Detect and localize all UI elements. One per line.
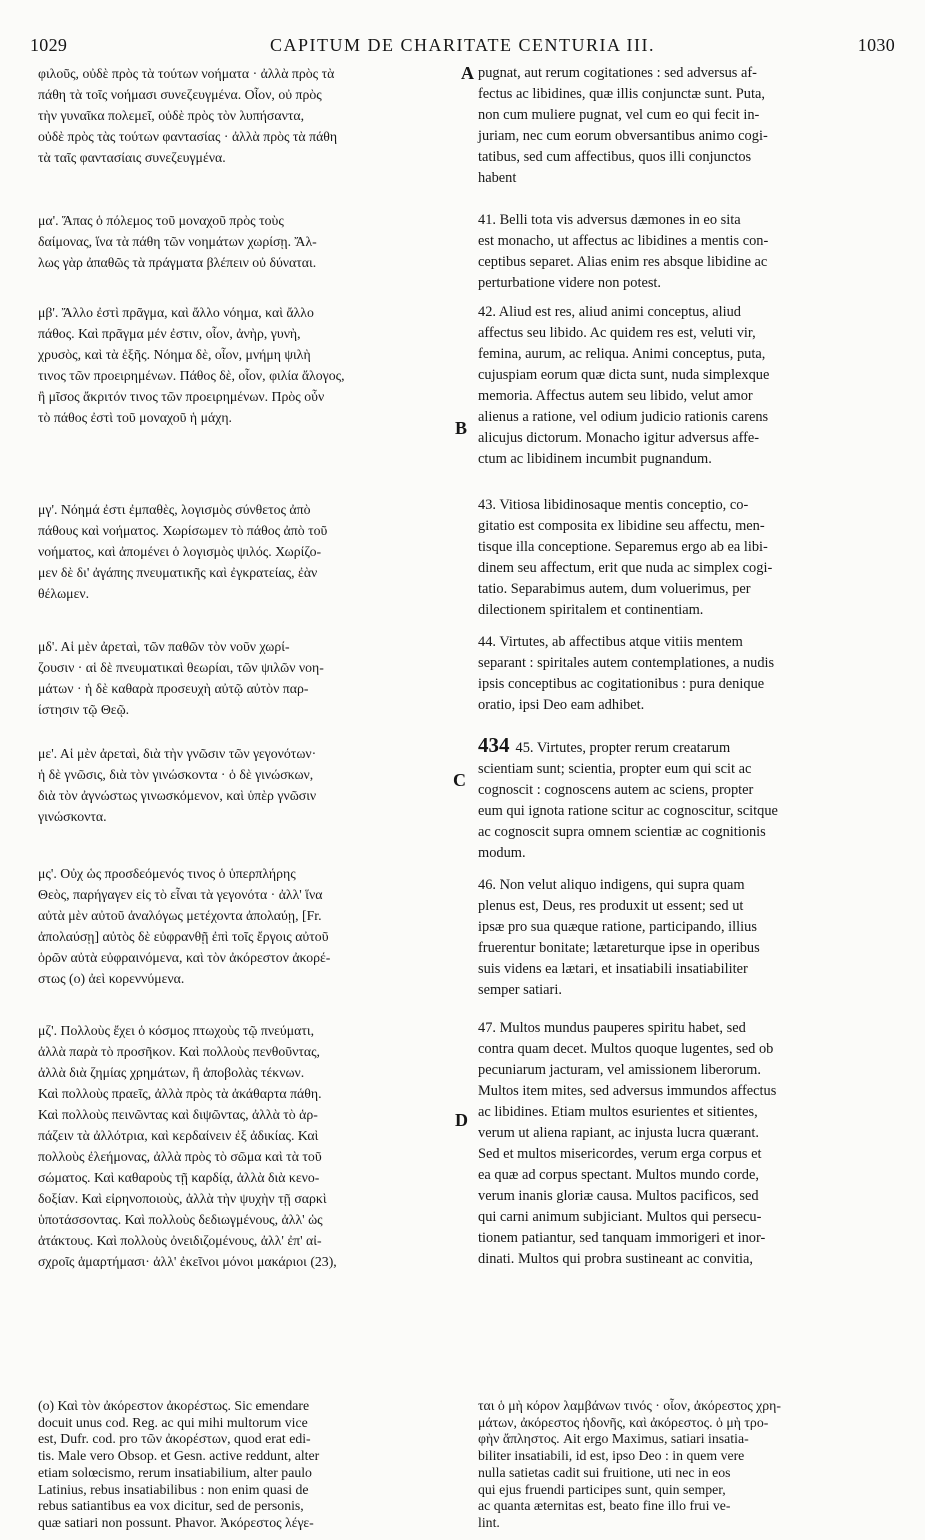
footnote-left: (o) Καὶ τὸν ἀκόρεστον ἀκορέστως. Sic emendare docuit unus cod. Reg. ac qui mihi multorum vice est, Dufr. cod. pro τῶν ἀκορέστων, quod erat edi- tis. Male vero Obsop. et Gesn. active reddunt, alter etiam solœcismo, rerum insatiabilium, alter paulo Latinius, rebus insatiabilibus : non enim quasi de rebus satiantibus ea vox dicitur, sed de personis, quæ satiari non possunt. Phavor. Ἀκόρεστος λέγε- <box>38 1398 320 1530</box>
greek-section-42: μβ'. Ἄλλο ἐστὶ πρᾶγμα, καὶ ἄλλο νόημα, καὶ ἄλλο πάθος. Καὶ πρᾶγμα μέν ἐστιν, οἷον, ἀνὴρ, γυνὴ, χρυσὸς, καὶ τὰ ἑξῆς. Νόημα δὲ, οἷον, μνήμη ψιλὴ τινος τῶν προειρημένων. Πάθος δὲ, οἷον, φιλία ἄλογος, ἢ μῖσος ἄκριτόν τινος τῶν προειρημένων. Πρὸς οὖν τὸ πάθος ἐστὶ τοῦ μοναχοῦ ἡ μάχη. <box>38 305 345 425</box>
footnote-right: ται ὁ μὴ κόρον λαμβάνων τινός · οἷον, ἀκόρεστος χρη- μάτων, ἀκόρεστος ἡδονῆς, καὶ ἀκόρεστος. ὁ μὴ τρο- φὴν ἄπληστος. Ait ergo Maximus, satiari insatia- biliter insatiabili, id est, ipso Deo : in quem vere nulla satietas cadit sui fruitione, uti nec in eos qui ejus fruendi participes sunt, quin semper, ac quanta æternitas est, beato fine illo frui ve- lint. <box>478 1398 781 1530</box>
greek-section-44: μδ'. Αἱ μὲν ἀρεταὶ, τῶν παθῶν τὸν νοῦν χωρί- ζουσιν · αἱ δὲ πνευματικαὶ θεωρίαι, τῶν ψιλῶν νοη- μάτων · ἡ δὲ καθαρὰ προσευχὴ αὐτῷ αὐτὸν παρ- ίστησιν τῷ Θεῷ. <box>38 639 324 717</box>
greek-intro: φιλοῦς, οὐδὲ πρὸς τὰ τούτων νοήματα · ἀλλὰ πρὸς τὰ πάθη τὰ τοῖς νοήμασι συνεζευγμένα. Οἷον, οὐ πρὸς τὴν γυναῖκα πολεμεῖ, οὐδὲ πρὸς τὸν λυπήσαντα, οὐδὲ πρὸς τὰς τούτων φαντασίας · ἀλλὰ πρὸς τὰ πάθη τὰ ταῖς φαντασίαις συνεζευγμένα. <box>38 66 338 165</box>
marginal-number: 434 <box>478 733 510 757</box>
latin-section-47: 47. Multos mundus pauperes spiritu habet, sed contra quam decet. Multos quoque lugentes, sed ob pecuniarum jacturam, vel amissionem liberorum. Multos item mites, sed adversus immundos affectus ac libidines. Etiam multos esurientes et sitientes, verum ut aliena rapiant, ac injusta lucra quærant. Sed et multos misericordes, verum erga corpus et ea quæ ad corpus spectant. Multos mundo corde, verum inanis gloriæ causa. Multos pacificos, sed qui carni animum subjiciant. Multos qui persecu- tionem patiantur, sed tanquam immorigeri et inor- dinati. Multos qui probra sustineant ac convitia, <box>478 1020 777 1267</box>
latin-section-44: 44. Virtutes, ab affectibus atque vitiis mentem separant : spiritales autem contemplationes, a nudis ipsis conceptibus ac cogitationibus : pura denique oratio, ipsi Deo eam adhibet. <box>478 634 775 713</box>
greek-section-41: μα'. Ἅπας ὁ πόλεμος τοῦ μοναχοῦ πρὸς τοὺς δαίμονας, ἵνα τὰ πάθη τῶν νοημάτων χωρίσῃ. Ἄλ- λως γὰρ ἀπαθῶς τὰ πράγματα βλέπειν οὐ δύναται. <box>38 213 317 270</box>
latin-section-42: 42. Aliud est res, aliud animi conceptus, aliud affectus seu libido. Ac quidem res est, veluti vir, femina, aurum, ac reliqua. Animi conceptus, puta, cujuspiam eorum quæ dicta sunt, nuda simplexque memoria. Affectus autem seu libido, velut amor alienus a ratione, vel odium judicio rationis carens alicujus dictorum. Monacho igitur adversus affe- ctum ac libidinem incumbit pugnandum. <box>478 304 770 467</box>
greek-section-46: μς'. Οὐχ ὡς προσδεόμενός τινος ὁ ὑπερπλήρης Θεὸς, παρήγαγεν εἰς τὸ εἶναι τὰ γεγονότα · ἀλλ' ἵνα αὐτὰ μὲν αὐτοῦ ἀναλόγως μετέχοντα ἀπολαύῃ, [Fr. ἀπολαύσῃ] αὐτὸς δὲ εὐφρανθῇ ἐπὶ τοῖς ἔργοις αὐτοῦ ὁρῶν αὐτὰ εὐφραινόμενα, καὶ τὸν ἀκόρεστον ἀκορέ- στως (o) ἀεὶ κορεννύμενα. <box>38 866 331 986</box>
greek-section-47: μζ'. Πολλοὺς ἔχει ὁ κόσμος πτωχοὺς τῷ πνεύματι, ἀλλὰ παρὰ τὸ προσῆκον. Καὶ πολλοὺς πενθοῦντας, ἀλλὰ διὰ ζημίας χρημάτων, ἢ ἀποβολὰς τέκνων. Καὶ πολλοὺς πραεῖς, ἀλλὰ πρὸς τὰ ἀκάθαρτα πάθη. Καὶ πολλοὺς πεινῶντας καὶ διψῶντας, ἀλλὰ τὸ ἁρ- πάζειν τὰ ἀλλότρια, καὶ κερδαίνειν ἐξ ἀδικίας. Καὶ πολλοὺς ἐλεήμονας, ἀλλὰ πρὸς τὸ σῶμα καὶ τὰ τοῦ σώματος. Καὶ καθαροὺς τῇ καρδίᾳ, ἀλλὰ διὰ κενο- δοξίαν. Καὶ εἰρηνοποιοὺς, ἀλλὰ τὴν ψυχὴν τῇ σαρκὶ ὑποτάσσοντας. Καὶ πολλοὺς δεδιωγμένους, ἀλλ' ὡς ἀτάκτους. Καὶ πολλοὺς ὀνειδιζομένους, ἀλλ' ἐπ' αἰ- σχροῖς ἁμαρτήμασι· ἀλλ' ἐκεῖνοι μόνοι μακάριοι (23), <box>38 1023 337 1269</box>
left-page-number: 1029 <box>30 35 68 55</box>
greek-section-45: με'. Αἱ μὲν ἀρεταὶ, διὰ τὴν γνῶσιν τῶν γεγονότων· ἡ δὲ γνῶσις, διὰ τὸν γινώσκοντα · ὁ δὲ γινώσκων, διὰ τὸν ἀγνώστως γινωσκόμενον, καὶ ὑπὲρ γνῶσιν γινώσκοντα. <box>38 746 317 824</box>
latin-intro: pugnat, aut rerum cogitationes : sed adversus af- fectus ac libidines, quæ illis conjunctæ sunt. Puta, non cum muliere pugnat, vel cum eo qui fecit in- juriam, nec cum eorum obversantibus animo cogi- tatibus, sed cum affectibus, quos illi conjunctos habent <box>478 65 768 186</box>
greek-section-43: μγ'. Νόημά ἐστι ἐμπαθὲς, λογισμὸς σύνθετος ἀπὸ πάθους καὶ νοήματος. Χωρίσωμεν τὸ πάθος ἀπὸ τοῦ νοήματος, καὶ ἀπομένει ὁ λογισμὸς ψιλός. Χωρίζο- μεν δὲ δι' ἀγάπης πνευματικῆς καὶ ἐγκρατείας, ἐὰν θέλωμεν. <box>38 502 328 601</box>
margin-letter-d: D <box>455 1110 468 1130</box>
margin-letter-b: B <box>455 418 468 438</box>
latin-section-43: 43. Vitiosa libidinosaque mentis conceptio, co- gitatio est composita ex libidine seu affectu, men- tisque illa conceptione. Separemus ergo ab ea libi- dinem seu affectum, erit que nuda ac simplex cogi- tatio. Separabimus autem, dum voluerimus, per dilectionem spiritalem et continentiam. <box>478 497 773 618</box>
margin-letter-c: C <box>453 770 466 790</box>
margin-letter-a: A <box>461 63 474 83</box>
right-page-number: 1030 <box>857 35 895 55</box>
latin-section-45: 434 45. Virtutes, propter rerum creatarum scientiam sunt; scientia, propter eum qui scit ac cognoscit : cognoscens autem ac sciens, propter eum qui ignota ratione scitur ac cognoscitur, scitque ac cognoscit supra omnem scientiæ ac cognitionis modum. <box>478 733 778 861</box>
running-title: CAPITUM DE CHARITATE CENTURIA III. <box>269 35 656 55</box>
latin-section-41: 41. Belli tota vis adversus dæmones in eo sita est monacho, ut affectus ac libidines a mentis con- ceptibus separet. Alias enim res absque libidine ac perturbatione videre non potest. <box>478 212 769 291</box>
latin-section-46: 46. Non velut aliquo indigens, qui supra quam plenus est, Deus, res produxit ut essent; sed ut ipsæ pro sua quæque ratione, participando, illius fruerentur bonitate; lætareturque ipse in operibus suis videns ea lætari, et insatiabili insatiabiliter semper satiari. <box>478 877 760 998</box>
